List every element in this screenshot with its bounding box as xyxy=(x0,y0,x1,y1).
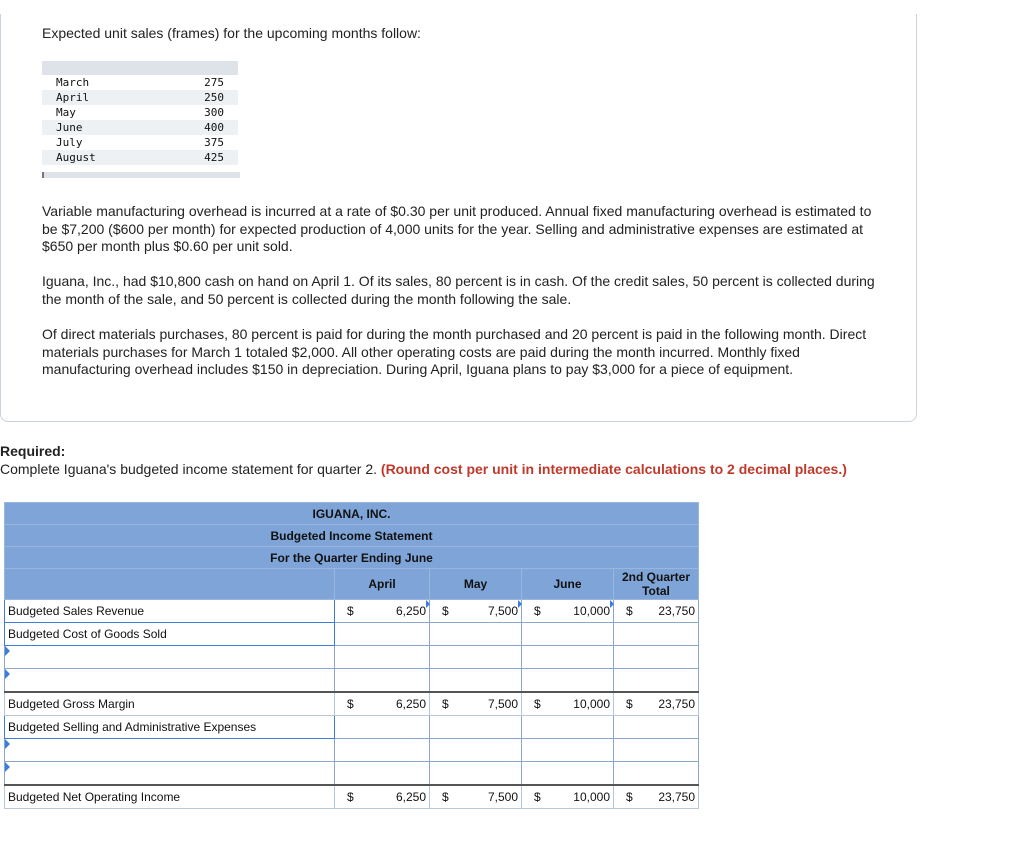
sa-april-input[interactable] xyxy=(335,716,430,739)
blank-total-input[interactable] xyxy=(614,669,699,693)
blank-label-input[interactable] xyxy=(5,646,335,669)
cash-paragraph: Iguana, Inc., had $10,800 cash on hand on April 1. Of its sales, 80 percent is in cash. Of the credit sales, 50 percent is collected during the month of the sale, and 50 percent is collected during the month following the sale. xyxy=(42,273,875,307)
gross-margin-april: $ 6,250 xyxy=(335,692,430,716)
rounding-note: (Round cost per unit in intermediate calculations to 2 decimal places.) xyxy=(380,461,847,477)
cogs-april-input[interactable] xyxy=(335,623,430,646)
gross-margin-label: Budgeted Gross Margin xyxy=(5,692,335,716)
statement-period: For the Quarter Ending June xyxy=(5,547,699,569)
required-heading: Required: xyxy=(0,443,66,459)
table-row xyxy=(5,600,699,623)
income-statement-table xyxy=(4,502,699,809)
blank-may-input[interactable] xyxy=(430,762,522,786)
cogs-total-input[interactable] xyxy=(614,623,699,646)
table-row xyxy=(5,623,699,646)
net-income-may: $ 7,500 xyxy=(430,785,522,809)
table-row: June 400 xyxy=(42,120,238,135)
blank-label-input[interactable] xyxy=(5,762,335,786)
net-income-april: $ 6,250 xyxy=(335,785,430,809)
blank-june-input[interactable] xyxy=(522,739,614,762)
blank-may-input[interactable] xyxy=(430,646,522,669)
blank-june-input[interactable] xyxy=(522,646,614,669)
table-footer-bar xyxy=(42,172,240,178)
table-row xyxy=(5,762,699,786)
net-income-total: $ 23,750 xyxy=(614,785,699,809)
company-name: IGUANA, INC. xyxy=(5,503,699,525)
table-row: March 275 xyxy=(56,76,224,89)
cogs-june-input[interactable] xyxy=(522,623,614,646)
table-row: July 375 xyxy=(56,136,224,149)
blank-june-input[interactable] xyxy=(522,762,614,786)
blank-label-input[interactable] xyxy=(5,669,335,693)
net-income-label: Budgeted Net Operating Income xyxy=(5,785,335,809)
cogs-may-input[interactable] xyxy=(430,623,522,646)
purchases-paragraph: Of direct materials purchases, 80 percent is paid for during the month purchased and 20 percent is paid in the following month. Direct materials purchases for March 1 totaled $2,000. All other operating costs are paid during the month incurred. Monthly fixed manufacturing overhead includes $150 in depreciation. During April, Iguana plans to pay $3,000 for a piece of equipment. xyxy=(42,326,867,377)
sa-total-input[interactable] xyxy=(614,716,699,739)
table-row xyxy=(5,669,699,693)
selling-admin-label: Budgeted Selling and Administrative Expenses xyxy=(5,716,335,739)
revenue-april[interactable]: $ 6,250 xyxy=(335,600,430,623)
blank-total-input[interactable] xyxy=(614,762,699,786)
col-may: May xyxy=(430,569,522,600)
col-total: 2nd Quarter Total xyxy=(614,569,699,600)
table-row xyxy=(5,692,699,716)
blank-total-input[interactable] xyxy=(614,646,699,669)
blank-april-input[interactable] xyxy=(335,739,430,762)
table-row: May 300 xyxy=(56,106,224,119)
overhead-paragraph: Variable manufacturing overhead is incurred at a rate of $0.30 per unit produced. Annual fixed manufacturing overhead is estimated to be $7,200 ($600 per month) for expected production of 4,000 units for the year. Selling and administrative expenses are estimated at $650 per month plus $0.60 per unit sold. xyxy=(42,203,872,254)
col-june: June xyxy=(522,569,614,600)
sa-may-input[interactable] xyxy=(430,716,522,739)
sa-june-input[interactable] xyxy=(522,716,614,739)
col-april: April xyxy=(335,569,430,600)
cogs-label: Budgeted Cost of Goods Sold xyxy=(5,623,335,646)
required-instructions: Complete Iguana's budgeted income statement for quarter 2. (Round cost per unit in intermediate calculations to 2 decimal places.) xyxy=(0,461,847,477)
table-row xyxy=(5,739,699,762)
blank-total-input[interactable] xyxy=(614,739,699,762)
net-income-june: $ 10,000 xyxy=(522,785,614,809)
blank-may-input[interactable] xyxy=(430,669,522,693)
table-row: April 250 xyxy=(42,90,238,105)
blank-may-input[interactable] xyxy=(430,739,522,762)
gross-margin-total: $ 23,750 xyxy=(614,692,699,716)
table-row xyxy=(5,716,699,739)
table-row: August 425 xyxy=(42,150,238,165)
revenue-june[interactable]: $ 10,000 xyxy=(522,600,614,623)
table-row xyxy=(5,646,699,669)
gross-margin-may: $ 7,500 xyxy=(430,692,522,716)
label-column-header xyxy=(5,569,335,600)
statement-title: Budgeted Income Statement xyxy=(5,525,699,547)
revenue-may[interactable]: $ 7,500 xyxy=(430,600,522,623)
table-row xyxy=(5,785,699,809)
blank-june-input[interactable] xyxy=(522,669,614,693)
revenue-label: Budgeted Sales Revenue xyxy=(5,600,335,623)
blank-april-input[interactable] xyxy=(335,646,430,669)
blank-label-input[interactable] xyxy=(5,739,335,762)
unit-sales-table xyxy=(42,61,238,165)
gross-margin-june: $ 10,000 xyxy=(522,692,614,716)
intro-text: Expected unit sales (frames) for the upcoming months follow: xyxy=(42,25,421,41)
blank-april-input[interactable] xyxy=(335,669,430,693)
revenue-total[interactable]: $ 23,750 xyxy=(614,600,699,623)
blank-april-input[interactable] xyxy=(335,762,430,786)
